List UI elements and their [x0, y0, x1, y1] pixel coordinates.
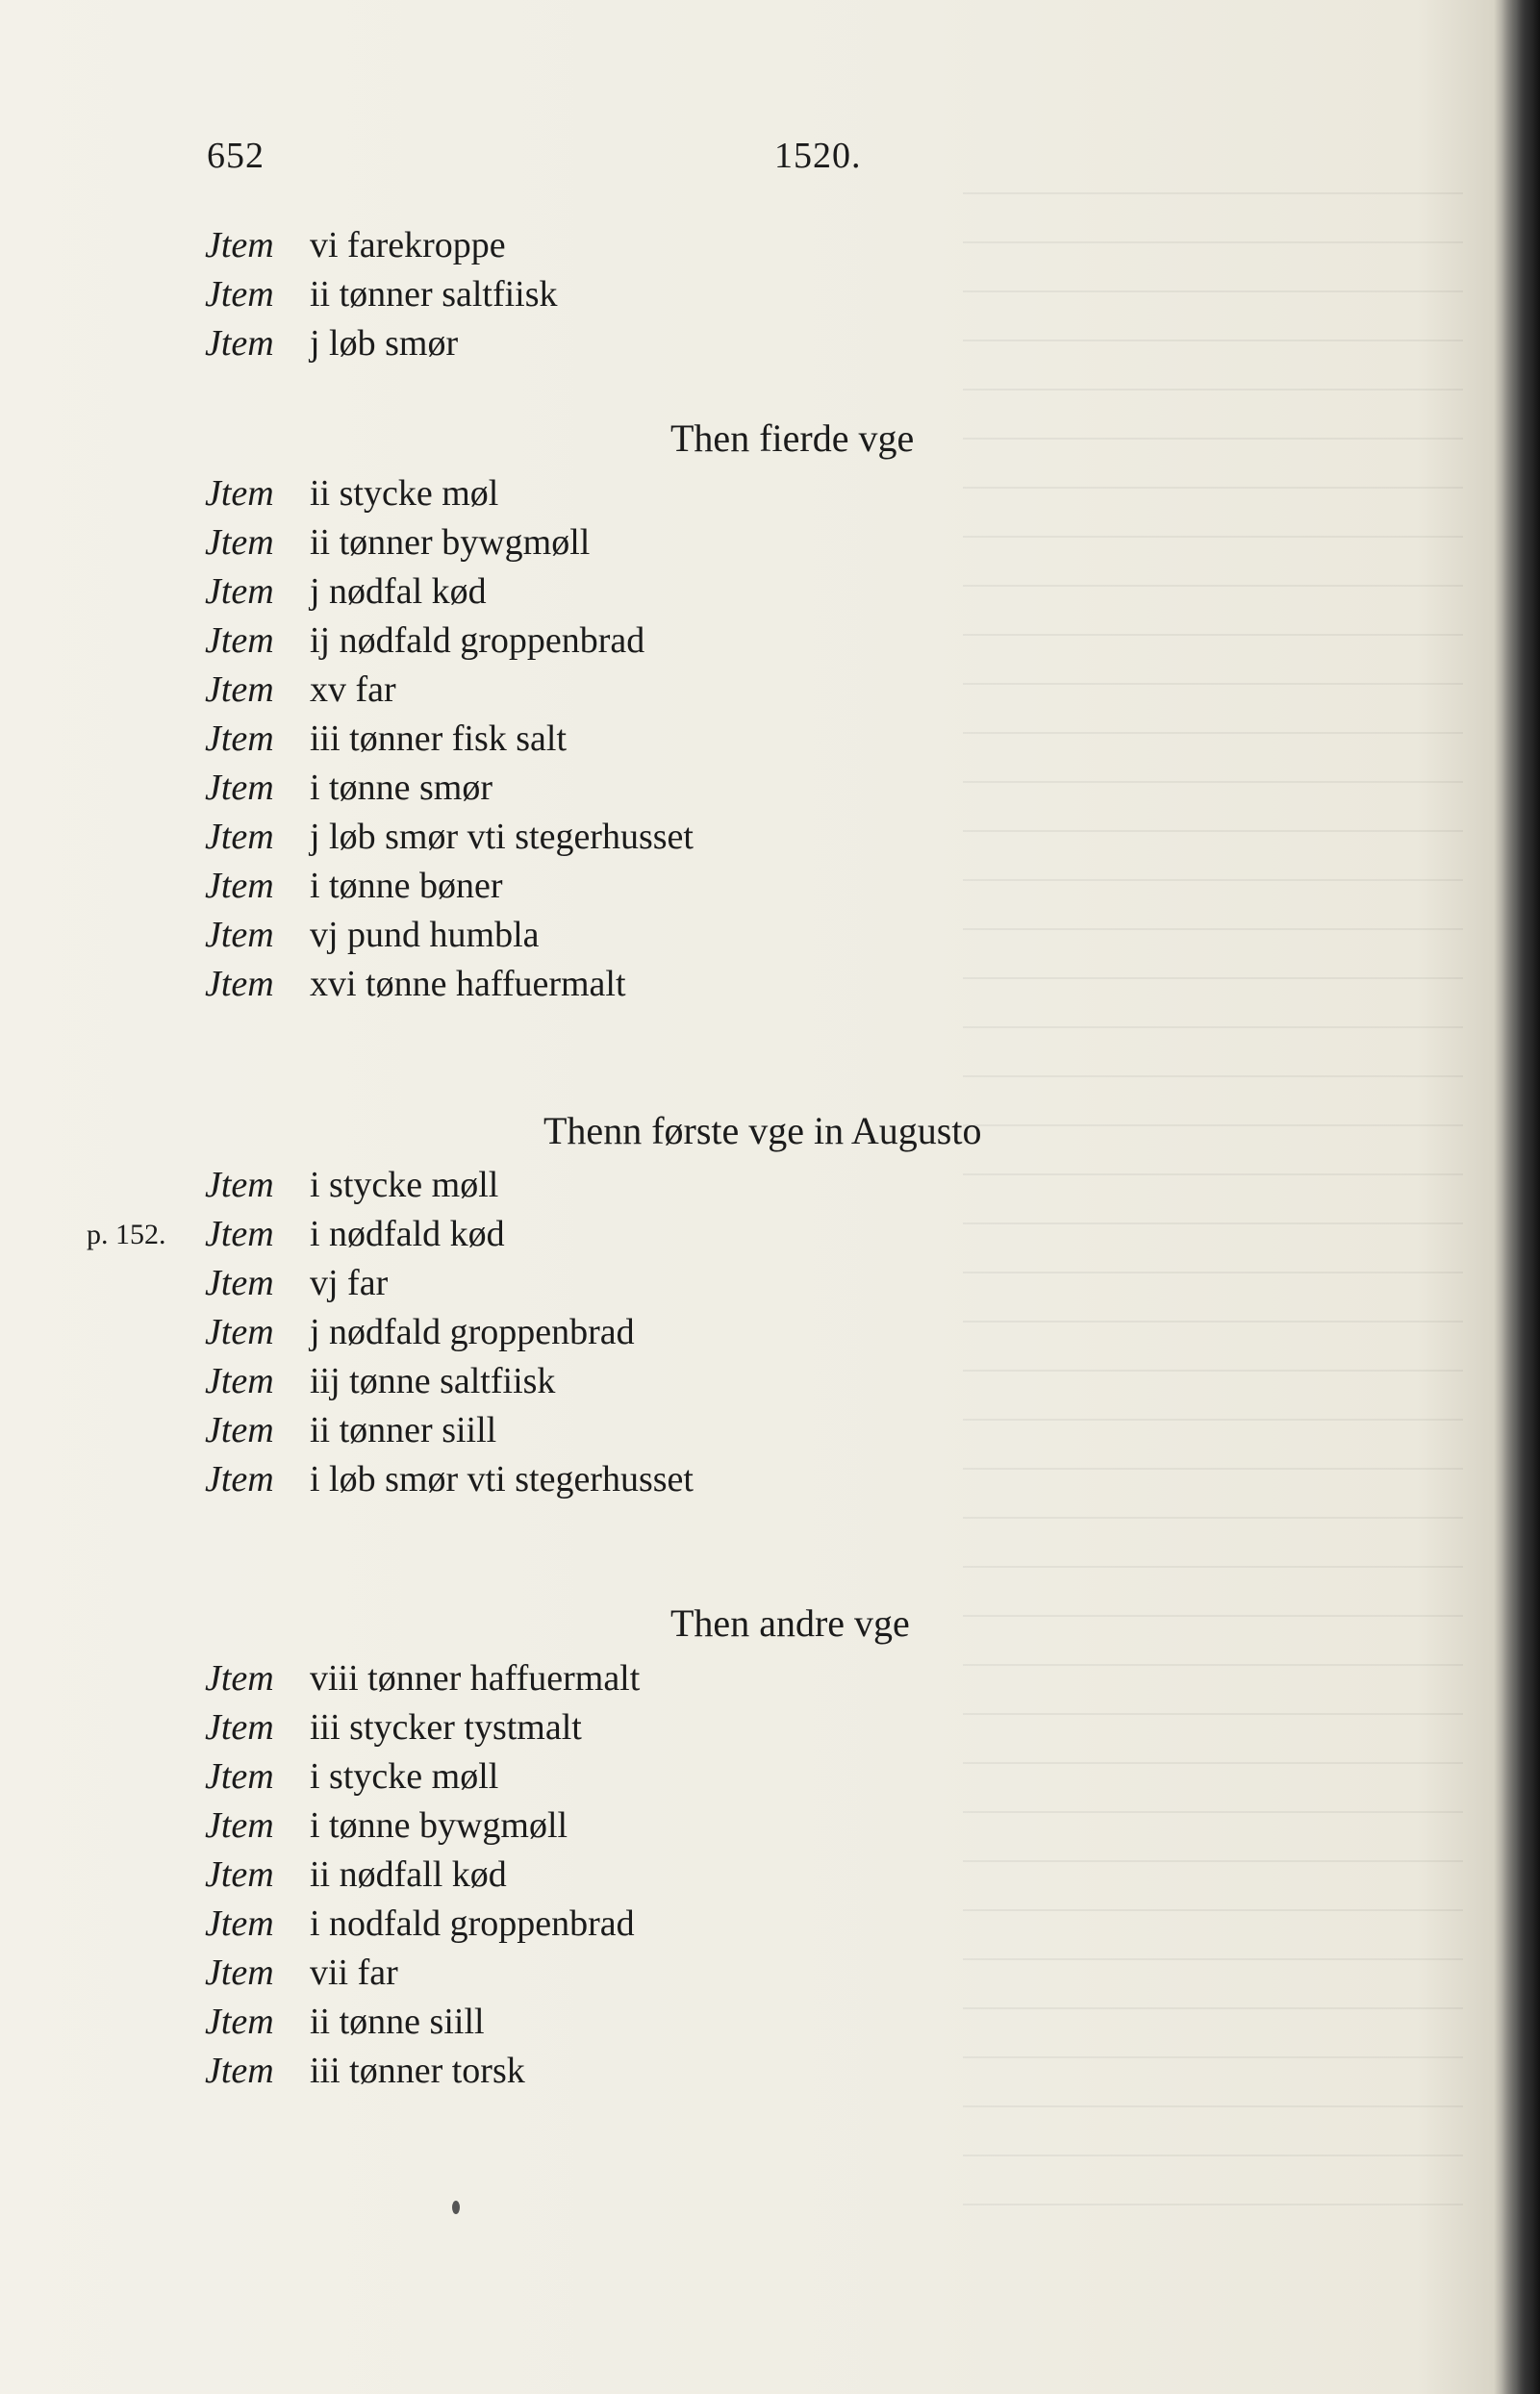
list-item: Jtem i tønne bywgmøll [205, 1805, 568, 1846]
list-item: Jtem j nødfal kød [205, 571, 487, 612]
margin-page-reference: p. 152. [87, 1219, 166, 1250]
section-heading: Then fierde vge [670, 416, 915, 460]
list-item: Jtem iii tønner fisk salt [205, 718, 568, 759]
list-item: Jtem ii tønner bywgmøll [205, 522, 591, 563]
list-item: Jtem iii stycker tystmalt [205, 1707, 582, 1748]
list-item: Jtem j løb smør vti stegerhusset [205, 817, 694, 857]
ink-speck [452, 2201, 460, 2214]
section-4 [0, 1654, 1540, 2096]
page-number: 652 [207, 136, 265, 176]
list-item: Jtem i stycke møll [205, 1756, 499, 1797]
list-item: Jtem vj far [205, 1263, 389, 1303]
list-item: Jtem i tønne bøner [205, 866, 503, 906]
list-item: Jtem i nodfald groppenbrad [205, 1903, 635, 1944]
list-item: Jtem j løb smør [205, 323, 459, 364]
list-item: Jtem ii nødfall kød [205, 1854, 507, 1895]
section-2 [0, 469, 1540, 1009]
list-item: Jtem iii tønner torsk [205, 2051, 525, 2091]
section-heading: Then andre vge [670, 1601, 910, 1645]
list-item: Jtem xv far [205, 669, 396, 710]
list-item: Jtem ij nødfald groppenbrad [205, 620, 645, 661]
list-item: Jtem j nødfald groppenbrad [205, 1312, 635, 1352]
list-item: Jtem i tønne smør [205, 768, 492, 808]
list-item: Jtem i nødfald kød [205, 1214, 505, 1254]
year-heading: 1520. [774, 136, 862, 176]
list-item: Jtem ii stycke møl [205, 473, 499, 514]
list-item: Jtem i stycke møll [205, 1165, 499, 1205]
list-item: Jtem vi farekroppe [205, 225, 506, 265]
list-item: Jtem ii tønner siill [205, 1410, 497, 1450]
section-1 [0, 221, 1540, 368]
list-item: Jtem iij tønne saltfiisk [205, 1361, 556, 1401]
list-item: Jtem xvi tønne haffuermalt [205, 964, 626, 1004]
list-item: Jtem ii tønner saltfiisk [205, 274, 558, 315]
page-header [207, 135, 880, 183]
list-item: Jtem ii tønne siill [205, 2002, 485, 2042]
list-item: Jtem i løb smør vti stegerhusset [205, 1459, 694, 1499]
list-item: Jtem vj pund humbla [205, 915, 540, 955]
list-item: Jtem viii tønner haffuermalt [205, 1658, 641, 1699]
list-item: Jtem vii far [205, 1953, 398, 1993]
section-3 [0, 1161, 1540, 1504]
section-heading: Thenn første vge in Augusto [543, 1109, 982, 1152]
